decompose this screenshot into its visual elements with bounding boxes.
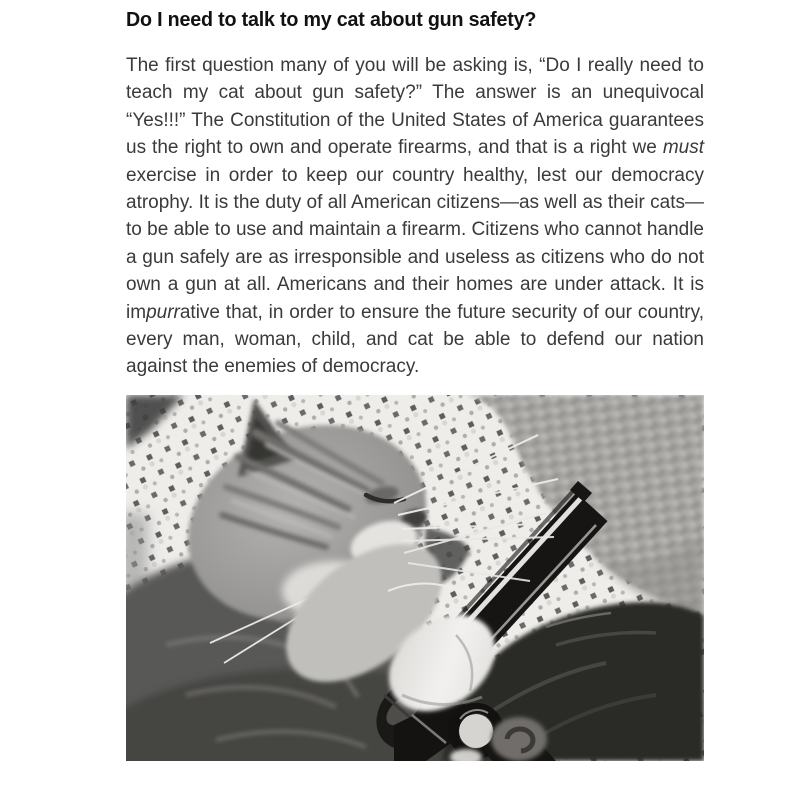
emphasized-text: purr — [146, 301, 180, 323]
cat-with-revolver-illustration — [126, 395, 704, 761]
chapter-heading: Do I need to talk to my cat about gun safety? — [126, 8, 537, 31]
cat-with-revolver-photo — [126, 395, 704, 761]
text-run: exercise in order to keep our country healthy, lest our democracy atrophy. It is the duty of all American citizens—as well as their cats—to be able to use and maintain a firearm. Citizens who cannot handle a gun safely are as irresponsible and useless as citizens who do not own a gun at all. Americans and their homes are under attack. It is im — [126, 164, 704, 323]
emphasized-text: must — [662, 137, 704, 159]
text-run: ative that, in order to ensure the future security of our country, every man, woman, child, and cat be able to defend our nation against the enemies of democracy. — [126, 301, 704, 378]
body-paragraph — [126, 52, 704, 381]
text-run: The first question many of you will be asking is, “Do I really need to teach my cat about gun safety?” The answer is an unequivocal “Yes!!!” The Constitution of the United States of America guarantees us the right to own and operate firearms, and that is a right we — [126, 55, 704, 159]
book-page — [126, 0, 704, 761]
fur-swirl — [491, 717, 547, 761]
